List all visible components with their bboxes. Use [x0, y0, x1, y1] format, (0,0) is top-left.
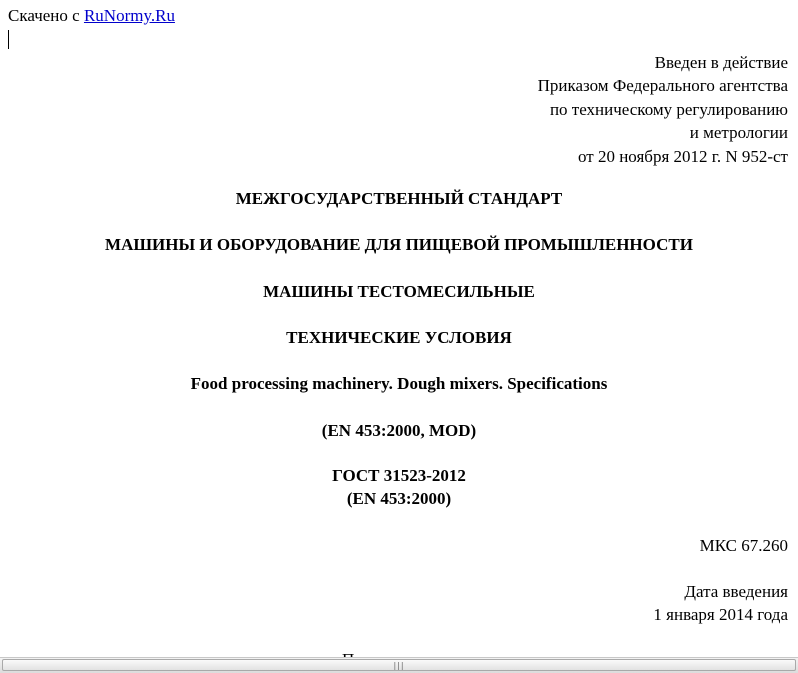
kind-heading: ТЕХНИЧЕСКИЕ УСЛОВИЯ — [286, 328, 512, 347]
gost-number: ГОСТ 31523-2012 — [332, 466, 466, 485]
source-line — [8, 5, 175, 27]
scrollbar-thumb[interactable] — [2, 659, 796, 671]
enactment-line: по техническому регулированию — [549, 99, 788, 119]
intro-date-label: Дата введения — [684, 582, 788, 601]
category-heading: МАШИНЫ И ОБОРУДОВАНИЕ ДЛЯ ПИЩЕВОЙ ПРОМЫШЛЕННОСТИ — [105, 235, 693, 254]
runormy-link[interactable]: RuNormy.Ru — [83, 6, 175, 25]
enactment-line: и метрологии — [689, 123, 788, 143]
standard-type-heading: МЕЖГОСУДАРСТВЕННЫЙ СТАНДАРТ — [235, 189, 563, 208]
horizontal-scrollbar[interactable] — [0, 657, 798, 673]
source-prefix: Скачено с — [8, 6, 84, 25]
enactment-block — [538, 51, 788, 168]
enactment-line: от 20 ноября 2012 г. N 952-ст — [578, 146, 788, 166]
enactment-line: Приказом Федерального агентства — [537, 76, 788, 96]
gost-en-reference: (EN 453:2000) — [346, 489, 452, 508]
text-cursor — [8, 30, 9, 49]
grip-icon: ||| — [393, 661, 405, 670]
en-reference: (EN 453:2000, MOD) — [321, 421, 477, 440]
english-title: Food processing machinery. Dough mixers. Specifications — [190, 374, 608, 393]
enactment-line: Введен в действие — [654, 53, 788, 72]
subject-heading: МАШИНЫ ТЕСТОМЕСИЛЬНЫЕ — [263, 282, 535, 301]
mks-code: МКС 67.260 — [699, 536, 788, 555]
intro-date: 1 января 2014 года — [653, 605, 788, 624]
